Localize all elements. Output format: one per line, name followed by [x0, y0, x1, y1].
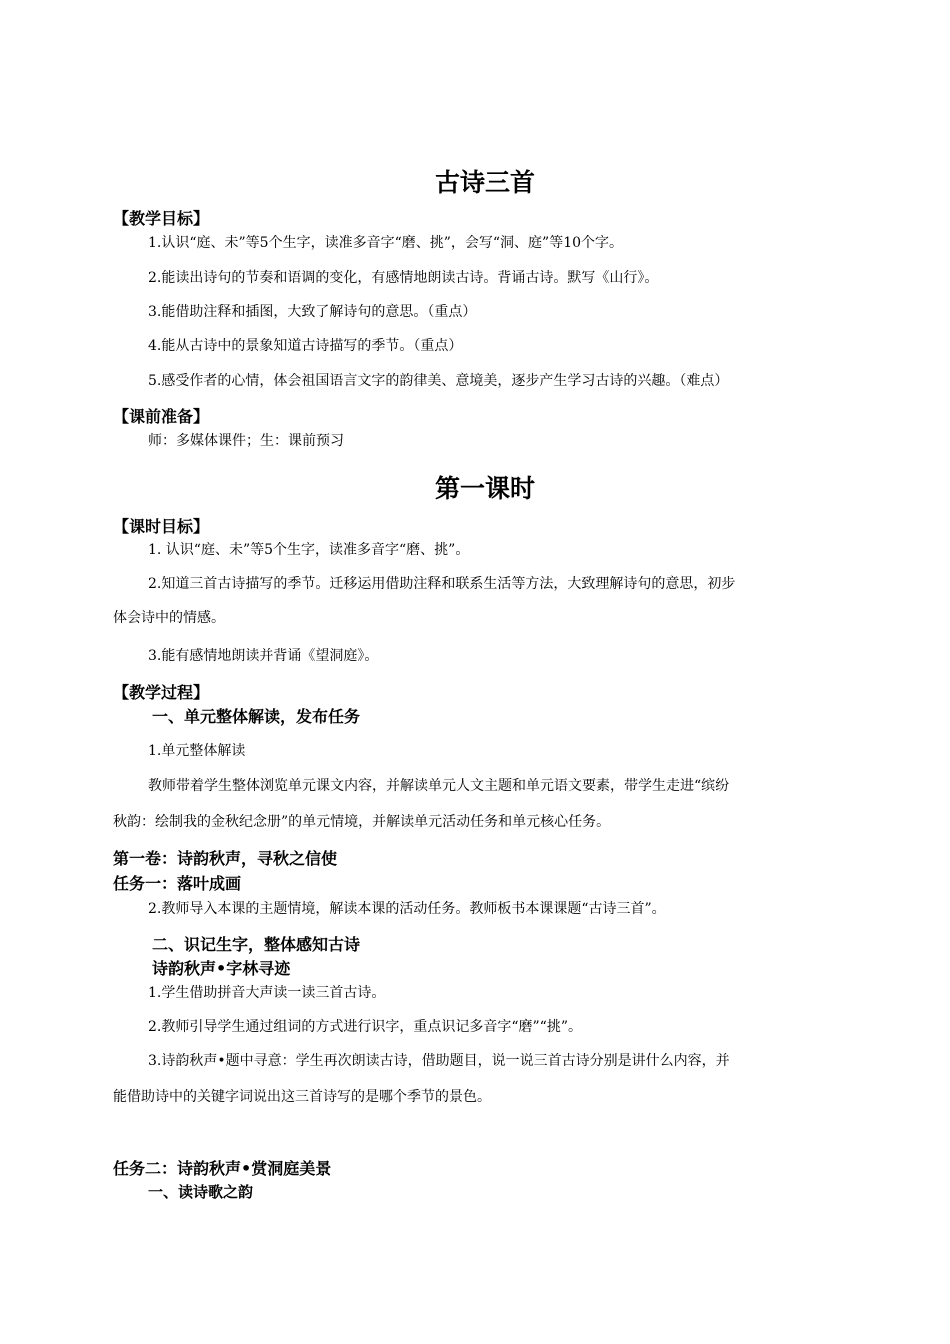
part1-paragraph-line1: 教师带着学生整体浏览单元课文内容，并解读单元人文主题和单元语文要素，带学生走进“缤纷 [148, 778, 730, 794]
teaching-goal-4: 4.能从古诗中的景象知道古诗描写的季节。（重点） [148, 338, 463, 354]
document-title: 古诗三首 [434, 168, 535, 197]
part2-item1: 1.学生借助拼音大声读一读三首古诗。 [148, 985, 386, 1001]
part2-item3-line1: 3.诗韵秋声•题中寻意：学生再次朗读古诗，借助题目，说一说三首古诗分别是讲什么内容，并 [148, 1053, 730, 1069]
preparation-text: 师：多媒体课件；生：课前预习 [148, 433, 344, 449]
process-heading: 【教学过程】 [113, 683, 210, 702]
part2-title: 二、识记生字，整体感知古诗 [152, 935, 361, 954]
part2-item3-line2: 能借助诗中的关键字词说出这三首诗写的是哪个季节的景色。 [113, 1089, 491, 1105]
task1-heading: 任务一：落叶成画 [113, 874, 242, 893]
lesson-goal-1: 1. 认识“庭、未”等5个生字，读准多音字“磨、挑”。 [148, 542, 470, 558]
lesson-goal-2-line2: 体会诗中的情感。 [113, 610, 225, 626]
lesson-goal-3: 3.能有感情地朗读并背诵《望洞庭》。 [148, 648, 379, 664]
teaching-goal-5: 5.感受作者的心情，体会祖国语言文字的韵律美、意境美，逐步产生学习古诗的兴趣。（难点） [148, 373, 729, 389]
lesson-goal-2-line1: 2.知道三首古诗描写的季节。迁移运用借助注释和联系生活等方法，大致理解诗句的意思，初步 [148, 576, 736, 592]
teaching-goal-1: 1.认识“庭、未”等5个生字，读准多音字“磨、挑”，会写“洞、庭”等10个字。 [148, 235, 624, 251]
part1-paragraph-line2: 秋韵：绘制我的金秋纪念册”的单元情境，并解读单元活动任务和单元核心任务。 [113, 814, 611, 830]
lesson-title: 第一课时 [434, 474, 535, 503]
preparation-heading: 【课前准备】 [113, 407, 210, 426]
task2-heading: 任务二：诗韵秋声•赏洞庭美景 [113, 1159, 332, 1178]
part1-item2: 2.教师导入本课的主题情境，解读本课的活动任务。教师板书本课课题“古诗三首”。 [148, 901, 666, 917]
part2-subheading: 诗韵秋声•字林寻迹 [152, 959, 291, 978]
part2-item2: 2.教师引导学生通过组词的方式进行识字，重点识记多音字“磨”“挑”。 [148, 1019, 582, 1035]
part1-subheading: 1.单元整体解读 [148, 743, 246, 759]
teaching-goals-heading: 【教学目标】 [113, 209, 210, 228]
volume1-heading: 第一卷：诗韵秋声，寻秋之信使 [113, 849, 338, 868]
teaching-goal-3: 3.能借助注释和插图，大致了解诗句的意思。（重点） [148, 304, 477, 320]
task2-subheading: 一、读诗歌之韵 [148, 1183, 254, 1201]
part1-title: 一、单元整体解读，发布任务 [152, 707, 361, 726]
teaching-goal-2: 2.能读出诗句的节奏和语调的变化，有感情地朗读古诗。背诵古诗。默写《山行》。 [148, 270, 659, 286]
lesson-goals-heading: 【课时目标】 [113, 517, 210, 536]
